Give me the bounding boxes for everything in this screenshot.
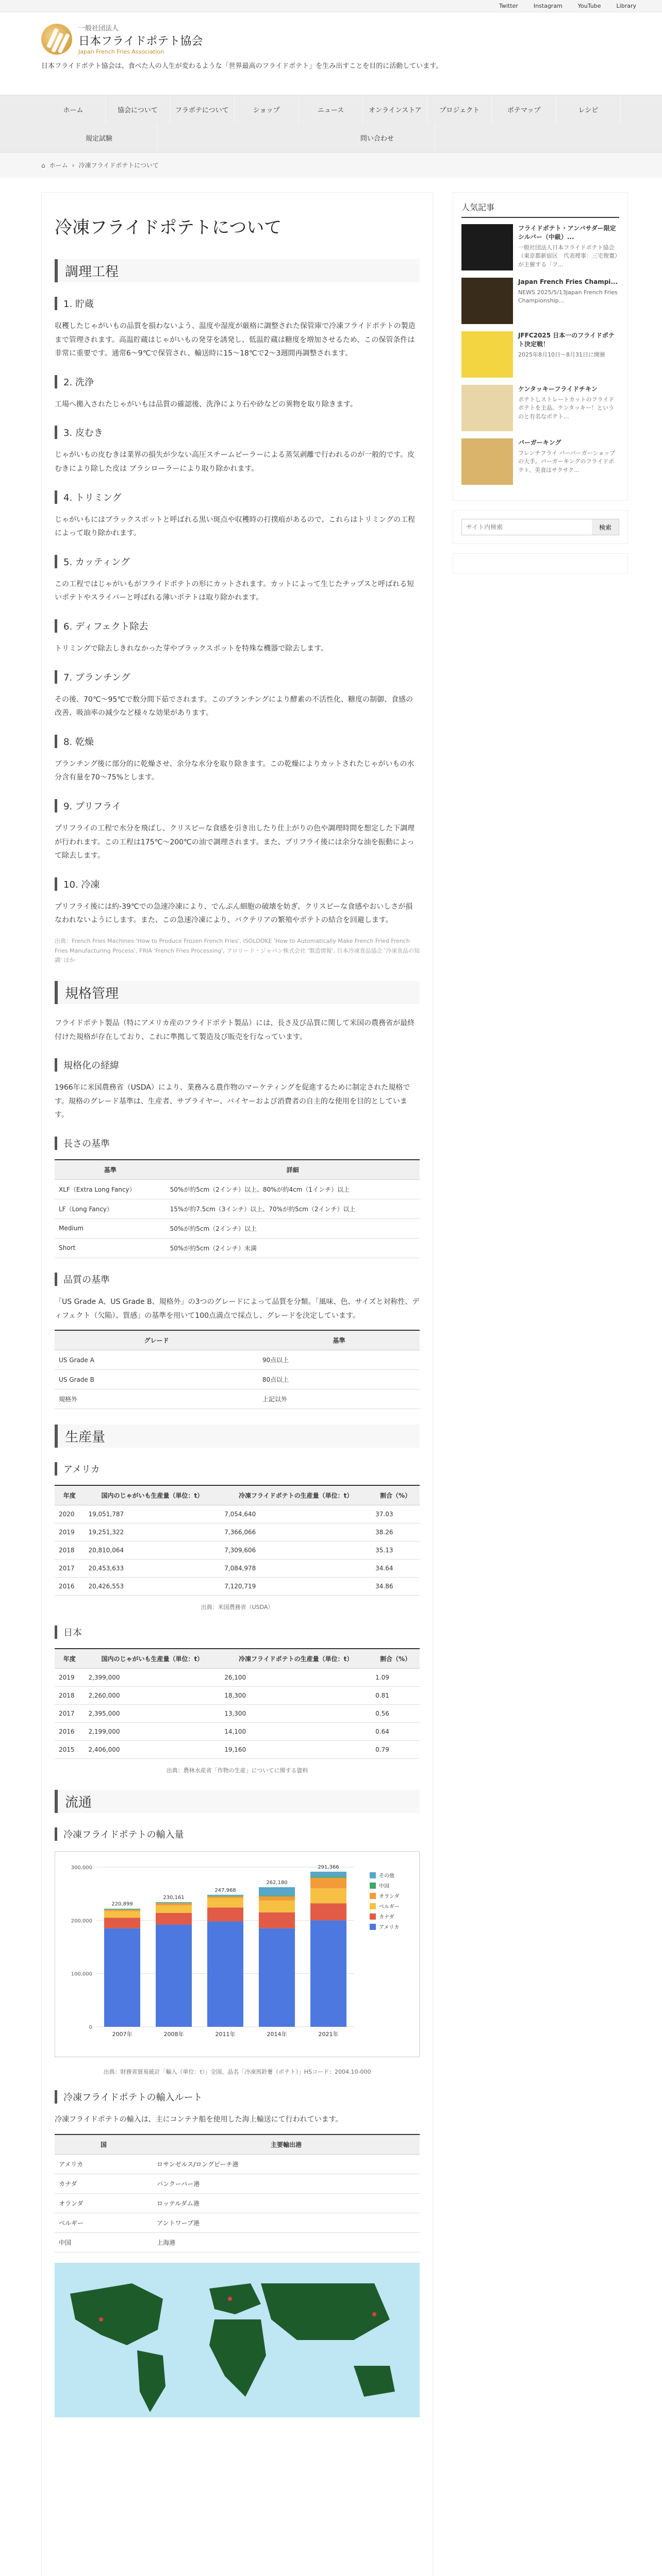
table-cell: 50%が約5cm（2インチ）以上、80%が約4cm（1インチ）以上 — [166, 1179, 420, 1199]
quality-table — [55, 1330, 420, 1409]
table-cell: 80点以上 — [258, 1370, 420, 1389]
world-map-svg — [55, 2263, 420, 2417]
jp-source: 出典：農林水産省「作物の生産」についてに関する資料 — [166, 1767, 308, 1774]
table-row — [55, 1505, 420, 1523]
bar-total-label: 230,161 — [163, 1895, 185, 1901]
bar-segment — [259, 1896, 295, 1901]
table-cell: 35.13 — [371, 1541, 420, 1560]
step-heading: 5. カッティング — [55, 555, 420, 568]
table-row — [55, 2174, 420, 2193]
table-cell: 50%が約5cm（2インチ）以上 — [166, 1218, 420, 1238]
bar-segment — [259, 1895, 295, 1896]
bar-segment — [310, 1920, 346, 2027]
bar-segment — [104, 1928, 140, 2027]
table-header: 割合（%） — [371, 1649, 420, 1669]
step-text: その後、70℃〜95℃で数分間下茹でされます。このブランチングにより酵素の不活性化、糖度の制御、食感の改善、吸油率の減少など様々な効果があります。 — [55, 695, 413, 718]
bar-segment — [310, 1888, 346, 1903]
twitter-link[interactable]: Twitter — [499, 3, 518, 9]
post-thumbnail — [461, 331, 513, 378]
popular-post[interactable] — [461, 331, 619, 378]
step-heading: 10. 冷凍 — [55, 877, 420, 891]
map-africa — [209, 2319, 266, 2397]
legend-swatch — [370, 1913, 376, 1920]
table-cell: オランダ — [55, 2193, 153, 2213]
table-header: 年度 — [55, 1649, 84, 1669]
table-cell: 2019 — [55, 1523, 84, 1541]
table-row — [55, 1389, 420, 1409]
import-chart-svg — [55, 1852, 420, 2057]
post-excerpt: 2025年8月10日〜8月31日に開催 — [518, 351, 605, 358]
bar-segment — [259, 1928, 295, 2027]
step-heading: 6. ディフェクト除去 — [55, 619, 420, 633]
spec-history-heading: 規格化の経緯 — [55, 1058, 420, 1072]
legend-label: その他 — [379, 1873, 394, 1879]
table-cell: 7,366,066 — [220, 1523, 371, 1541]
table-cell: 20,453,633 — [84, 1560, 220, 1578]
table-header: 年度 — [55, 1485, 84, 1505]
bar-segment — [310, 1903, 346, 1920]
steps-source: 出典：French Fries Machines 'How to Produce Frozen French Fries', ISOLOOKE 'How to Automatically Make French Fried French Fries Manufacturing Process', FRIA 'French Fries Processing', フロリード・ジャパン株式会社 '製造情報', 日本冷凍食品協会 '冷凍食品の知識' ほか — [55, 937, 420, 964]
table-row — [55, 1560, 420, 1578]
map-australia — [354, 2366, 395, 2397]
nav-shop[interactable]: ショップ — [235, 95, 299, 124]
step-heading: 7. ブランチング — [55, 670, 420, 684]
table-cell: 2,406,000 — [84, 1741, 220, 1759]
nav-exam[interactable]: 規定試験 — [41, 124, 157, 152]
popular-post[interactable] — [461, 438, 619, 485]
section-heading-distribution: 流通 — [55, 1790, 420, 1813]
bar-segment — [259, 1901, 295, 1912]
table-row — [55, 1179, 420, 1199]
x-tick-label: 2014年 — [267, 2031, 287, 2038]
nav-potemap[interactable]: ポテマップ — [492, 95, 556, 124]
table-cell: 50%が約5cm（2インチ）未満 — [166, 1238, 420, 1258]
library-link[interactable]: Library — [616, 3, 636, 9]
section-heading-standards: 規格管理 — [55, 981, 420, 1004]
table-cell: 2,260,000 — [84, 1687, 220, 1705]
table-header: 国 — [55, 2134, 153, 2155]
org-name: 日本フライドポテト協会 — [78, 35, 203, 48]
table-cell: 34.64 — [371, 1560, 420, 1578]
bar-segment — [156, 1903, 192, 1905]
bar-segment — [104, 1918, 140, 1928]
table-cell: 2018 — [55, 1687, 84, 1705]
step-text: ブランチング後に部分的に乾燥させ、余分な水分を取り除きます。この乾燥によりカットされたじゃがいもの水分含有量を70〜75%とします。 — [55, 759, 415, 782]
post-excerpt: NEWS 2025/5/13Japan French Fries Championship... — [518, 289, 618, 304]
nav-store[interactable]: オンラインストア — [363, 95, 427, 124]
table-cell: 7,309,606 — [220, 1541, 371, 1560]
table-header: 基準 — [55, 1160, 166, 1180]
y-tick-label: 100,000 — [71, 1971, 92, 1977]
table-header-row — [55, 2134, 420, 2155]
bar-segment — [310, 1872, 346, 1877]
table-cell: ロサンゼルス/ロングビーチ港 — [153, 2154, 420, 2174]
search-input[interactable] — [462, 519, 592, 535]
us-source: 出典：米国農務省（USDA） — [201, 1604, 274, 1611]
spec-history-text: 1966年に米国農務省（USDA）により、業務みる農作物のマーケティングを促進するために制定された規格です。規格のグレード基準は、生産者、サプライヤー、バイヤーおよび消費者の自主的な使用を目的としています。 — [55, 1083, 410, 1120]
bar-segment — [207, 1896, 243, 1898]
route-table — [55, 2134, 420, 2252]
instagram-link[interactable]: Instagram — [533, 3, 562, 9]
bar-segment — [156, 1913, 192, 1925]
bar-total-label: 291,366 — [318, 1865, 339, 1871]
table-cell: 37.03 — [371, 1505, 420, 1523]
table-cell: 19,251,322 — [84, 1523, 220, 1541]
post-title: Japan French Fries Champi... — [518, 278, 618, 285]
nav-project[interactable]: プロジェクト — [427, 95, 492, 124]
post-title: バーガーキング — [518, 439, 561, 446]
table-row — [55, 1578, 420, 1596]
table-row — [55, 2232, 420, 2252]
map-north-america — [70, 2283, 163, 2345]
table-cell: 20,426,553 — [84, 1578, 220, 1596]
table-header: 冷凍フライドポテトの生産量（単位：t） — [220, 1485, 371, 1505]
section-heading-cooking: 調理工程 — [55, 259, 420, 282]
map-south-america — [137, 2350, 166, 2412]
step-heading: 8. 乾燥 — [55, 735, 420, 748]
search-widget — [453, 510, 628, 544]
jp-heading: 日本 — [55, 1625, 420, 1639]
legend-swatch — [370, 1903, 376, 1909]
bar-segment — [104, 1909, 140, 1910]
chart-source: 出典：財務省貿易統計「輸入（単位：t）」全国、品名「冷凍馬鈴薯（ポテト）」HSコード：2004.10-000 — [103, 2069, 371, 2076]
jp-production-table — [55, 1648, 420, 1759]
table-cell: カナダ — [55, 2174, 153, 2193]
bar-segment — [259, 1912, 295, 1928]
quality-heading: 品質の基準 — [55, 1273, 420, 1286]
table-cell: 上記以外 — [258, 1389, 420, 1409]
table-header-row — [55, 1160, 420, 1180]
world-map — [55, 2263, 420, 2417]
length-heading: 長さの基準 — [55, 1137, 420, 1150]
popular-post[interactable] — [461, 278, 619, 324]
step-text: トリミングで除去しきれなかった芽やブラックスポットを特殊な機器で除去します。 — [55, 644, 328, 653]
nav-contact[interactable]: 問い合わせ — [320, 124, 436, 152]
table-cell: アントワープ港 — [153, 2213, 420, 2232]
bar-segment — [104, 1910, 140, 1911]
table-cell: 7,084,978 — [220, 1560, 371, 1578]
map-us-marker — [99, 2317, 103, 2321]
table-cell: LF（Long Fancy） — [55, 1199, 166, 1218]
legend-label: 中国 — [379, 1884, 389, 1890]
nav-about[interactable]: 協会について — [106, 95, 170, 124]
table-header-row — [55, 1330, 420, 1350]
chevron-right-icon: › — [72, 161, 75, 169]
site-logo[interactable] — [41, 23, 662, 55]
org-name-en: Japan French Fries Association — [78, 48, 164, 55]
legend-swatch — [370, 1872, 376, 1878]
table-row — [55, 1741, 420, 1759]
table-cell: US Grade B — [55, 1370, 258, 1389]
table-cell: 14,100 — [220, 1723, 371, 1741]
x-tick-label: 2011年 — [215, 2031, 236, 2038]
table-row — [55, 1523, 420, 1541]
table-cell: 0.56 — [371, 1705, 420, 1723]
step-text: 工場へ搬入されたじゃがいもは品質の確認後、洗浄により石や砂などの異物を取り除きます。 — [55, 400, 357, 409]
table-row — [55, 1238, 420, 1258]
sidebar — [453, 192, 628, 2576]
top-bar — [0, 0, 662, 12]
table-header: 割合（%） — [371, 1485, 420, 1505]
table-cell: 20,810,064 — [84, 1541, 220, 1560]
table-cell: 2,399,000 — [84, 1669, 220, 1687]
article — [41, 192, 433, 2576]
popular-posts-title: 人気記事 — [461, 201, 619, 218]
fries-logo-icon — [41, 24, 72, 55]
table-row — [55, 1541, 420, 1560]
table-cell: バンクーバー港 — [153, 2174, 420, 2193]
bar-total-label: 220,899 — [111, 1901, 133, 1907]
breadcrumb-current: 冷凍フライドポテトについて — [78, 162, 159, 169]
post-title: フライドポテト・アンバサダー限定 シルバー（中級）... — [518, 225, 616, 241]
post-title: ケンタッキーフライドチキン — [518, 385, 598, 393]
table-header: 基準 — [258, 1330, 420, 1350]
home-icon: ⌂ — [41, 161, 45, 169]
legend-swatch — [370, 1893, 376, 1899]
table-cell: Medium — [55, 1218, 166, 1238]
import-heading: 冷凍フライドポテトの輸入量 — [55, 1827, 420, 1841]
table-header: 国内のじゃがいも生産量（単位：t） — [84, 1649, 220, 1669]
length-table — [55, 1159, 420, 1258]
search-box — [461, 519, 619, 535]
table-header: 詳細 — [166, 1160, 420, 1180]
y-tick-label: 300,000 — [71, 1865, 92, 1871]
bar-segment — [259, 1887, 295, 1895]
post-thumbnail — [461, 224, 513, 270]
table-cell: 2020 — [55, 1505, 84, 1523]
bar-segment — [156, 1902, 192, 1903]
post-thumbnail — [461, 278, 513, 324]
global-nav — [0, 95, 662, 152]
table-cell: 2017 — [55, 1705, 84, 1723]
map-eu-marker — [228, 2297, 232, 2301]
y-tick-label: 0 — [89, 2025, 92, 2031]
table-cell: 0.64 — [371, 1723, 420, 1741]
quality-text: 「US Grade A、US Grade B、規格外」の3つのグレードによって品質を分類。「風味、色、サイズと対称性、ディフェクト（欠陥）、質感」の基準を用いて100点満点で採点し、グレードを決定しています。 — [55, 1297, 420, 1320]
table-cell: ロッテルダム港 — [153, 2193, 420, 2213]
table-row — [55, 1669, 420, 1687]
post-title: JFFC2025 日本一のフライドポテト決定戦！ — [518, 332, 615, 348]
route-heading: 冷凍フライドポテトの輸入ルート — [55, 2090, 420, 2104]
table-cell: 90点以上 — [258, 1350, 420, 1370]
table-cell: 2,395,000 — [84, 1705, 220, 1723]
post-excerpt: フレンチフライ バーバーガーショップの大手。バーガーキングのフライドポテト、美食はサクサク... — [518, 449, 616, 473]
table-cell: 0.79 — [371, 1741, 420, 1759]
table-cell: 18,300 — [220, 1687, 371, 1705]
post-thumbnail — [461, 385, 513, 431]
table-cell: 2017 — [55, 1560, 84, 1578]
step-heading: 3. 皮むき — [55, 426, 420, 439]
table-cell: 19,160 — [220, 1741, 371, 1759]
org-type: 一般社団法人 — [78, 25, 119, 32]
table-cell: US Grade A — [55, 1350, 258, 1370]
table-row — [55, 2193, 420, 2213]
bar-segment — [207, 1895, 243, 1896]
table-cell: 2016 — [55, 1578, 84, 1596]
breadcrumb — [0, 152, 662, 178]
table-cell: 中国 — [55, 2232, 153, 2252]
us-heading: アメリカ — [55, 1462, 420, 1476]
table-row — [55, 2213, 420, 2232]
site-tagline: 日本フライドポテト協会は、食べた人の人生が変わるような「世界最高のフライドポテト」を生み出すことを目的に活動しています。 — [41, 62, 443, 70]
map-asia — [261, 2283, 390, 2340]
site-header — [0, 12, 662, 95]
step-text: じゃがいもの皮むきは業界の損失が少ない高圧スチームピーラーによる蒸気剥離で行われるのが一般的です。皮むきにより除した皮は ブラシローラーにより取り除かれます。 — [55, 451, 415, 473]
sidebar-empty-widget — [453, 553, 628, 574]
popular-post[interactable] — [461, 224, 619, 270]
step-text: じゃがいもにはブラックスポットと呼ばれる黒い斑点や収穫時の打撲痕があるので、これらはトリミングの工程によって取り除かれます。 — [55, 515, 416, 538]
table-cell: 19,051,787 — [84, 1505, 220, 1523]
table-row — [55, 1687, 420, 1705]
table-cell: 2015 — [55, 1741, 84, 1759]
nav-fries[interactable]: フラポテについて — [170, 95, 235, 124]
step-heading: 2. 洗浄 — [55, 375, 420, 388]
table-cell: XLF（Extra Long Fancy） — [55, 1179, 166, 1199]
table-cell: 13,300 — [220, 1705, 371, 1723]
table-cell: 2016 — [55, 1723, 84, 1741]
table-cell: 2,199,000 — [84, 1723, 220, 1741]
section-heading-production: 生産量 — [55, 1425, 420, 1448]
popular-post[interactable] — [461, 385, 619, 431]
table-cell: 15%が約7.5cm（3インチ）以上、70%が約5cm（2インチ）以上 — [166, 1199, 420, 1218]
table-cell: 7,054,640 — [220, 1505, 371, 1523]
post-excerpt: ポテトしストレートカットのフライドポテトを主品。ケンタッキー！というのと有名なポテト... — [518, 396, 615, 420]
table-header: 主要輸出港 — [153, 2134, 420, 2155]
bar-segment — [310, 1878, 346, 1889]
bar-segment — [156, 1905, 192, 1912]
breadcrumb-home[interactable]: ホーム — [49, 162, 68, 169]
table-row — [55, 2154, 420, 2174]
table-cell: 1.09 — [371, 1669, 420, 1687]
bar-segment — [207, 1908, 243, 1922]
x-tick-label: 2008年 — [163, 2031, 184, 2038]
standards-intro: フライドポテト製品（特にアメリカ産のフライドポテト製品）には、長さ及び品質に関して米国の農務省が最終付けた規格が存在しており、これに準拠して製造及び販売を行なっています。 — [55, 1019, 415, 1041]
step-heading: 4. トリミング — [55, 490, 420, 504]
map-europe — [209, 2283, 261, 2314]
table-cell: ベルギー — [55, 2213, 153, 2232]
step-heading: 9. プリフライ — [55, 799, 420, 812]
table-row — [55, 1199, 420, 1218]
bar-segment — [156, 1925, 192, 2027]
bar-total-label: 247,968 — [214, 1887, 236, 1893]
table-cell: 7,120,719 — [220, 1578, 371, 1596]
bar-segment — [207, 1898, 243, 1908]
table-row — [55, 1705, 420, 1723]
table-header-row — [55, 1649, 420, 1669]
popular-posts — [453, 192, 628, 501]
nav-news[interactable]: ニュース — [299, 95, 363, 124]
import-chart — [55, 1851, 420, 2057]
post-thumbnail — [461, 438, 513, 485]
table-header-row — [55, 1485, 420, 1505]
step-text: 収穫したじゃがいもの品質を損わないよう、温度や湿度が厳格に調整された保管庫で冷凍フライドポテトの製造まで管理されます。高温貯蔵はじゃがいもの発芽を誘発し、低温貯蔵は糖度を増加させるため、この保管条件は非常に重要です。通常6〜9℃で保管され、輸送時に15〜18℃で2〜3週間再調整されます。 — [55, 322, 416, 358]
bar-total-label: 262,180 — [266, 1880, 288, 1886]
step-text: プリフライ後には約-39℃での急速冷凍により、でんぷん細胞の破壊を妨ぎ、クリスピーな食感やおいしさが損なわれないようにします。また、この急速冷凍により、バクテリアの繁殖やポテトの結合を回避します。 — [55, 902, 413, 925]
legend-label: アメリカ — [379, 1925, 400, 1931]
map-japan-marker — [372, 2312, 376, 2316]
nav-home[interactable]: ホーム — [41, 95, 106, 124]
step-text: この工程ではじゃがいもがフライドポテトの形にカットされます。カットによって生じたチップスと呼ばれる短いポテトやスライバーと呼ばれる薄いポテトは取り除かれます。 — [55, 580, 415, 602]
bar-segment — [310, 1877, 346, 1878]
table-row — [55, 1370, 420, 1389]
legend-label: オランダ — [379, 1894, 400, 1900]
table-row — [55, 1723, 420, 1741]
x-tick-label: 2007年 — [112, 2031, 133, 2038]
y-tick-label: 200,000 — [71, 1918, 92, 1924]
step-text: プリフライの工程で水分を飛ばし、クリスピーな食感を引き出したり仕上がりの色や調理時間を想定した下調理が行われます。この工程は175℃〜200℃の油で調理されます。また、プリフライ後には余分な油を振動によって除去します。 — [55, 824, 415, 860]
youtube-link[interactable]: YouTube — [577, 3, 601, 9]
table-cell: 2018 — [55, 1541, 84, 1560]
bar-segment — [104, 1911, 140, 1918]
table-header: グレード — [55, 1330, 258, 1350]
bar-segment — [207, 1921, 243, 2027]
search-button[interactable]: 検索 — [592, 519, 619, 535]
table-row — [55, 1218, 420, 1238]
table-cell: 38.26 — [371, 1523, 420, 1541]
table-cell: 規格外 — [55, 1389, 258, 1409]
legend-label: カナダ — [379, 1914, 394, 1921]
x-tick-label: 2021年 — [318, 2031, 339, 2038]
table-cell: 26,100 — [220, 1669, 371, 1687]
table-cell: アメリカ — [55, 2154, 153, 2174]
route-text: 冷凍フライドポテトの輸入は、主にコンテナ船を使用した海上輸送にて行われています。 — [55, 2115, 343, 2124]
legend-swatch — [370, 1883, 376, 1889]
step-heading: 1. 貯蔵 — [55, 297, 420, 310]
legend-label: ベルギー — [379, 1904, 400, 1910]
table-cell: 上海港 — [153, 2232, 420, 2252]
us-production-table — [55, 1485, 420, 1596]
process-steps — [55, 297, 420, 927]
nav-recipe[interactable]: レシピ — [556, 95, 621, 124]
page-title: 冷凍フライドポテトについて — [55, 217, 282, 238]
table-cell: Short — [55, 1238, 166, 1258]
table-header: 冷凍フライドポテトの生産量（単位：t） — [220, 1649, 371, 1669]
table-header: 国内のじゃがいも生産量（単位：t） — [84, 1485, 220, 1505]
table-cell: 0.81 — [371, 1687, 420, 1705]
table-cell: 2019 — [55, 1669, 84, 1687]
table-row — [55, 1350, 420, 1370]
legend-swatch — [370, 1924, 376, 1930]
post-excerpt: 一般社団法人日本フライドポテト協会（東京都新宿区 代表理事：三宅俊寛）が主催する「フ... — [518, 244, 618, 268]
table-cell: 34.86 — [371, 1578, 420, 1596]
